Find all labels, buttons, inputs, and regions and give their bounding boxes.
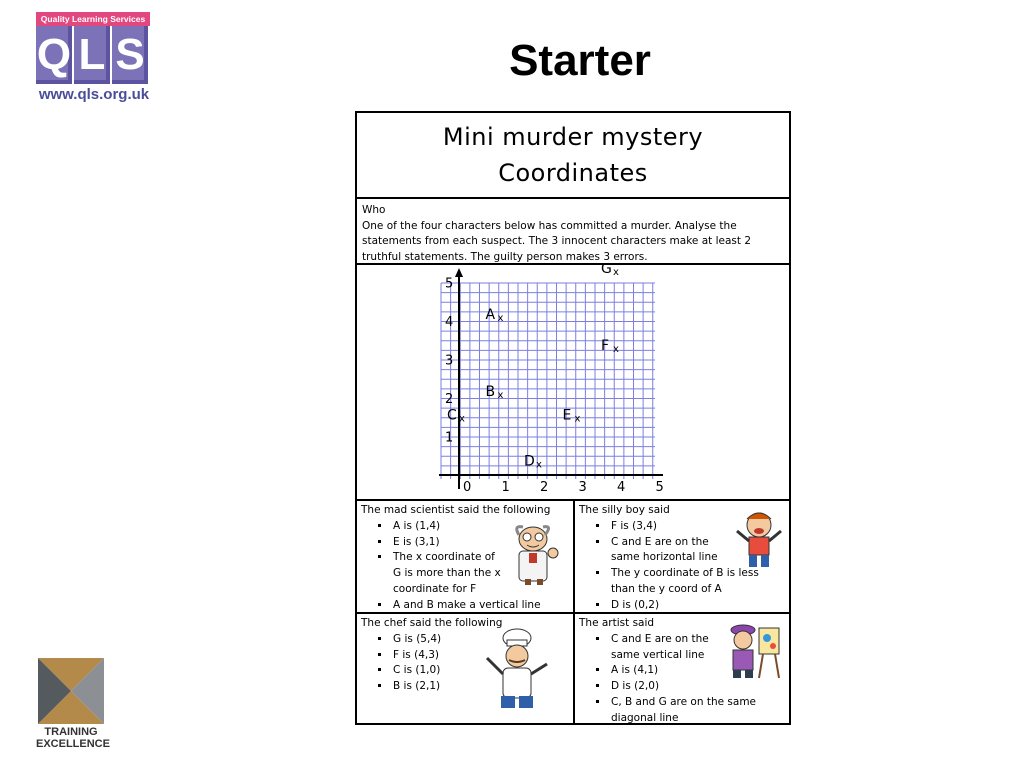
worksheet-title: Mini murder mystery bbox=[442, 123, 704, 151]
artist-picture bbox=[721, 622, 783, 680]
point-label: B bbox=[485, 384, 496, 401]
scientist-item: ▪ A and B make a vertical line bbox=[391, 598, 569, 614]
silly-boy-item: ▪ D is (0,2) bbox=[609, 598, 785, 614]
qls-banner: Quality Learning Services bbox=[36, 12, 150, 26]
chef-item: ▪ F is (4,3) bbox=[391, 648, 569, 664]
x-tick-label: 4 bbox=[617, 480, 626, 495]
artist-item: ▪ C and E are on the same vertical line bbox=[609, 632, 711, 664]
point-label: C bbox=[447, 407, 457, 424]
silly-boy-heading: The silly boy said bbox=[579, 504, 670, 516]
x-tick-label: 2 bbox=[540, 480, 549, 495]
point-cross: x bbox=[497, 390, 504, 402]
training-excellence-emblem bbox=[38, 658, 104, 724]
x-tick-label: 3 bbox=[578, 480, 587, 495]
point-cross: x bbox=[574, 413, 581, 425]
point-label: D bbox=[524, 453, 535, 470]
grid-box bbox=[357, 265, 789, 501]
y-tick-label: 3 bbox=[445, 353, 454, 369]
qls-letter-q: Q bbox=[36, 26, 72, 84]
silly-boy-cell bbox=[575, 501, 789, 614]
training-excellence-line2: EXCELLENCE bbox=[36, 738, 110, 750]
intro-heading: Who bbox=[362, 204, 386, 216]
y-axis-arrow bbox=[455, 268, 463, 277]
point-label: F bbox=[601, 337, 610, 354]
chef-heading: The chef said the following bbox=[361, 617, 503, 629]
artist-item: ▪ A is (4,1) bbox=[609, 663, 785, 679]
intro-text: One of the four characters below has committed a murder. Analyse the statements from each suspect. The 3 innocent characters make at least 2 truthful statements. The guilty person makes 3 errors. bbox=[362, 219, 752, 263]
qls-letter-s: S bbox=[112, 26, 148, 84]
artist-item: ▪ D is (2,0) bbox=[609, 679, 785, 695]
chef-picture bbox=[481, 628, 555, 712]
y-tick-label: 4 bbox=[445, 315, 454, 330]
qls-url: www.qls.org.uk bbox=[38, 86, 150, 103]
y-tick-label: 5 bbox=[445, 276, 454, 292]
point-cross: x bbox=[497, 313, 504, 325]
worksheet-subtitle: Coordinates bbox=[498, 159, 648, 187]
scientist-heading: The mad scientist said the following bbox=[361, 504, 551, 516]
slide-title: Starter bbox=[509, 36, 651, 85]
artist-item: ▪ C, B and G are on the same diagonal line bbox=[609, 695, 761, 727]
training-excellence-logo bbox=[36, 658, 110, 758]
point-cross: x bbox=[613, 266, 619, 278]
chef-item: ▪ B is (2,1) bbox=[391, 679, 569, 695]
training-excellence-text bbox=[36, 726, 110, 750]
mad-scientist-picture bbox=[505, 523, 563, 585]
scientist-item: ▪ The x coordinate of G is more than the x coordinate for F bbox=[391, 550, 501, 597]
point-cross: x bbox=[536, 459, 542, 471]
x-tick-label: 0 bbox=[463, 480, 472, 495]
qls-letter-l: L bbox=[74, 26, 110, 84]
silly-boy-item: ▪ The y coordinate of B is less than the y coord of A bbox=[609, 566, 769, 598]
point-cross: x bbox=[613, 343, 619, 355]
chef-item: ▪ C is (1,0) bbox=[391, 663, 569, 679]
silly-boy-item: ▪ C and E are on the same horizontal line bbox=[609, 535, 723, 567]
y-tick-label: 2 bbox=[445, 392, 454, 407]
worksheet-title-box bbox=[357, 113, 789, 199]
qls-logo bbox=[34, 12, 154, 107]
scientist-item: ▪ A is (1,4) bbox=[391, 519, 569, 535]
silly-boy-item: ▪ F is (3,4) bbox=[609, 519, 785, 535]
point-cross: x bbox=[459, 413, 465, 425]
intro-box bbox=[357, 199, 789, 265]
point-label: A bbox=[485, 307, 496, 324]
artist-cell bbox=[575, 614, 789, 723]
x-tick-label: 5 bbox=[655, 480, 664, 495]
worksheet bbox=[355, 111, 791, 725]
point-label: G bbox=[601, 265, 612, 277]
point-label: E bbox=[562, 407, 572, 424]
scientist-cell bbox=[357, 501, 575, 614]
chef-cell bbox=[357, 614, 575, 723]
x-tick-label: 1 bbox=[501, 480, 510, 495]
silly-boy-picture bbox=[733, 509, 785, 569]
qls-letters bbox=[36, 26, 148, 84]
training-excellence-line1: TRAINING bbox=[44, 726, 98, 738]
scientist-item: ▪ E is (3,1) bbox=[391, 535, 481, 551]
coordinate-grid bbox=[357, 265, 789, 499]
chef-item: ▪ G is (5,4) bbox=[391, 632, 569, 648]
artist-heading: The artist said bbox=[579, 617, 655, 629]
y-tick-label: 1 bbox=[445, 430, 454, 446]
